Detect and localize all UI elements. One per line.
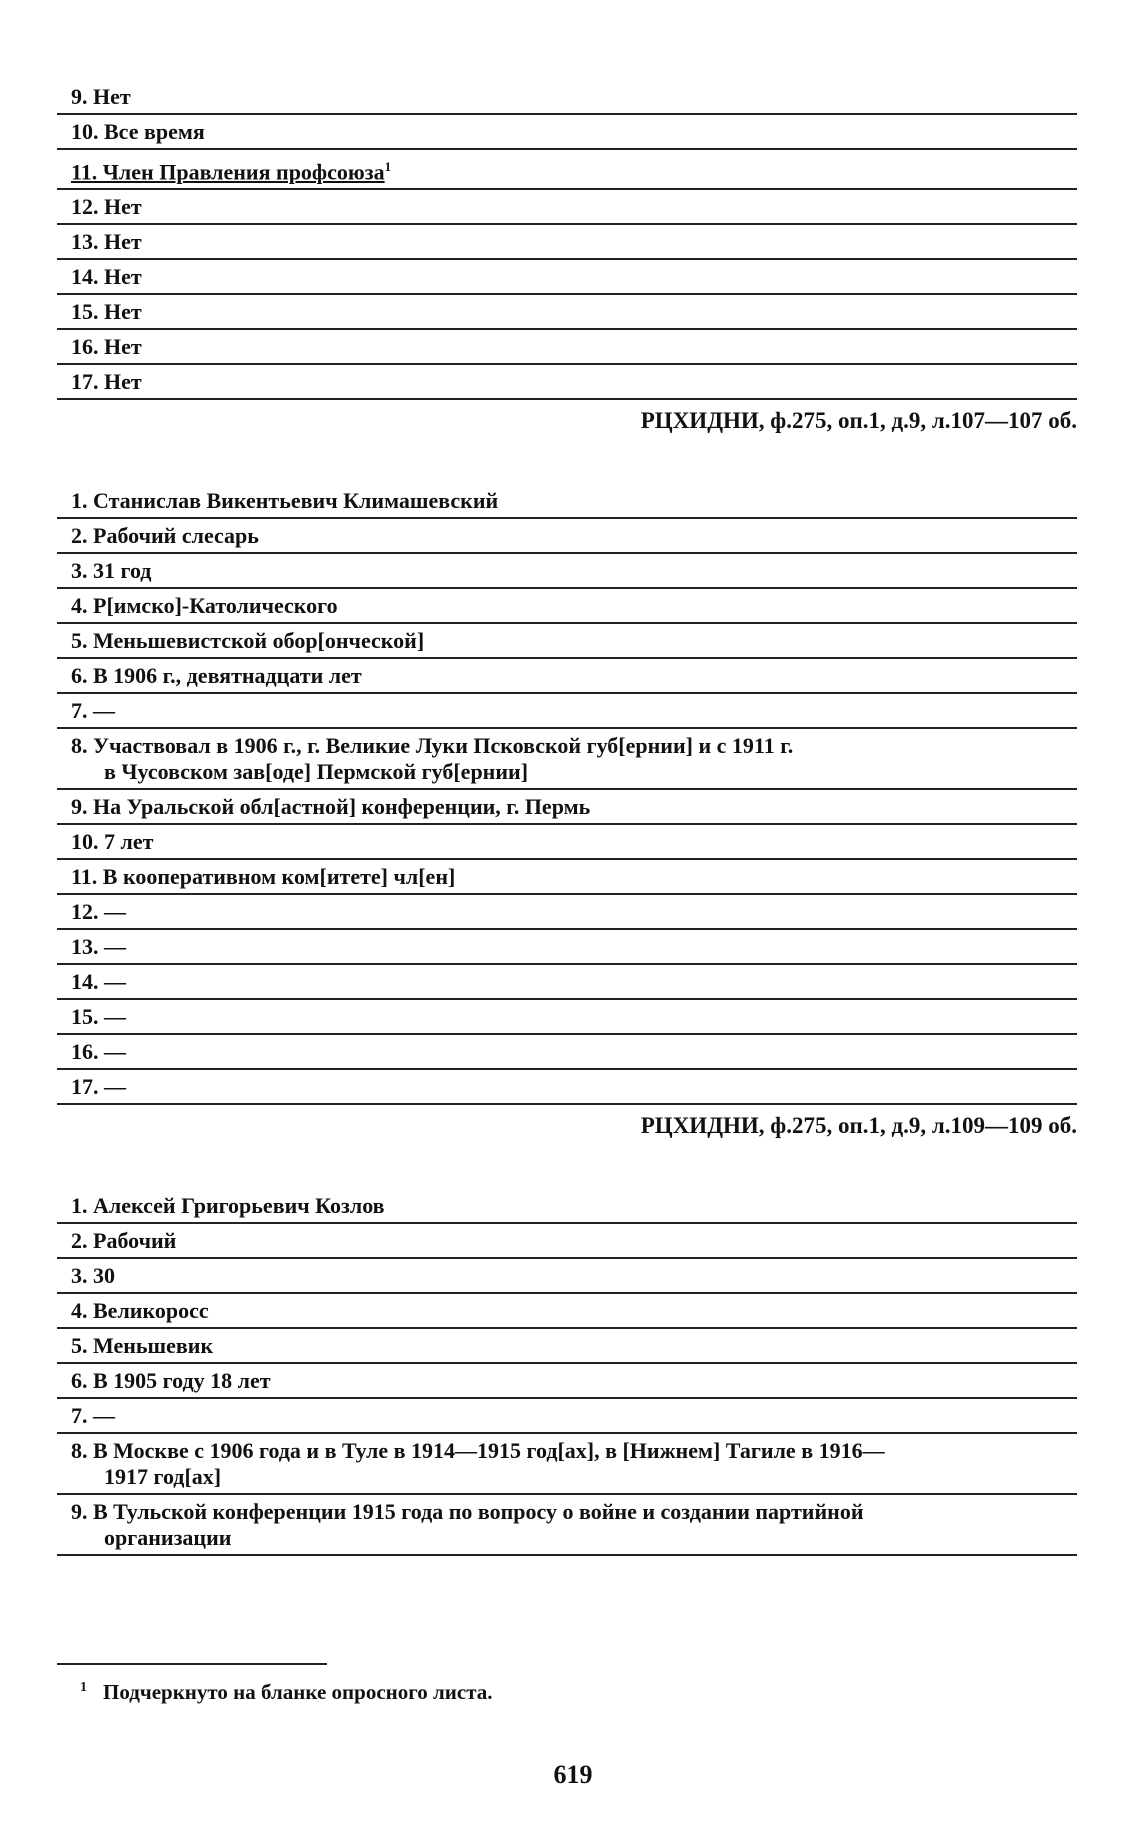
page-number: 619	[553, 1760, 593, 1789]
answer-line: 8. В Москве с 1906 года и в Туле в 1914—1915 год[ах], в [Нижнем] Тагиле в 1916—	[71, 1438, 885, 1464]
archive-reference: РЦХИДНИ, ф.275, оп.1, д.9, л.109—109 об.	[640, 1113, 1077, 1139]
answer-row: 4. Великоросс	[57, 1294, 1077, 1329]
answer-row-multiline	[57, 1434, 1077, 1495]
answer-row: 1. Алексей Григорьевич Козлов	[57, 1189, 1077, 1224]
questionnaire-content	[57, 80, 1077, 1556]
answer-row: 12. —	[57, 895, 1077, 930]
answer-text: 11. Член Правления профсоюза	[71, 159, 385, 185]
answer-row: 2. Рабочий	[57, 1224, 1077, 1259]
answer-row: 16. —	[57, 1035, 1077, 1070]
footnote-marker: 1	[80, 1680, 87, 1695]
answer-row: 17. Нет	[57, 365, 1077, 400]
answer-row: 6. В 1906 г., девятнадцати лет	[57, 659, 1077, 694]
answer-line-continued: 1917 год[ах]	[104, 1464, 222, 1490]
answer-row: 3. 30	[57, 1259, 1077, 1294]
answer-row: 12. Нет	[57, 190, 1077, 225]
answer-row: 4. Р[имско]-Католического	[57, 589, 1077, 624]
answer-row: 15. —	[57, 1000, 1077, 1035]
answer-row: 16. Нет	[57, 330, 1077, 365]
answer-row: 3. 31 год	[57, 554, 1077, 589]
answer-row: 10. 7 лет	[57, 825, 1077, 860]
archive-reference: РЦХИДНИ, ф.275, оп.1, д.9, л.107—107 об.	[640, 408, 1077, 434]
footnote	[80, 1680, 493, 1705]
answer-row: 14. —	[57, 965, 1077, 1000]
answer-row: 2. Рабочий слесарь	[57, 519, 1077, 554]
answer-line: 8. Участвовал в 1906 г., г. Великие Луки Псковской губ[ернии] и с 1911 г.	[71, 733, 794, 759]
answer-row: 14. Нет	[57, 260, 1077, 295]
answer-row: 9. Нет	[57, 80, 1077, 115]
answer-line-continued: организации	[104, 1525, 232, 1551]
answer-row: 5. Меньшевик	[57, 1329, 1077, 1364]
answer-line: 9. В Тульской конференции 1915 года по вопросу о войне и создании партийной	[71, 1499, 864, 1525]
answer-row: 5. Меньшевистской обор[онческой]	[57, 624, 1077, 659]
answer-row: 9. На Уральской обл[астной] конференции, г. Пермь	[57, 790, 1077, 825]
footnote-text: Подчеркнуто на бланке опросного листа.	[103, 1680, 493, 1704]
answer-row: 13. Нет	[57, 225, 1077, 260]
answer-row-multiline	[57, 1495, 1077, 1556]
answer-row-multiline	[57, 729, 1077, 790]
answer-line-continued: в Чусовском зав[оде] Пермской губ[ернии]	[104, 759, 529, 785]
answer-row: 10. Все время	[57, 115, 1077, 150]
footnote-divider	[57, 1663, 327, 1665]
footnote-marker: 1	[384, 159, 392, 174]
answer-row: 15. Нет	[57, 295, 1077, 330]
answer-row: 11. В кооперативном ком[итете] чл[ен]	[57, 860, 1077, 895]
answer-row-underlined	[57, 150, 1077, 190]
answer-row: 7. —	[57, 1399, 1077, 1434]
answer-row: 13. —	[57, 930, 1077, 965]
answer-row: 6. В 1905 году 18 лет	[57, 1364, 1077, 1399]
answer-row: 1. Станислав Викентьевич Климашевский	[57, 484, 1077, 519]
answer-row: 17. —	[57, 1070, 1077, 1105]
answer-row: 7. —	[57, 694, 1077, 729]
